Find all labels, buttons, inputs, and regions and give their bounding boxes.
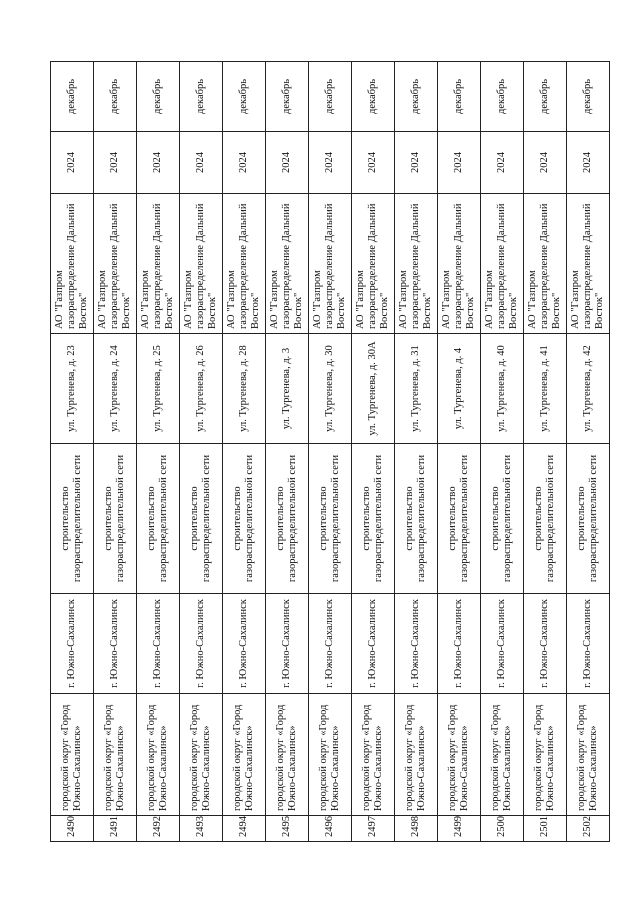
address-cell: ул. Тургенева, д. 41 bbox=[524, 334, 567, 444]
address-cell: ул. Тургенева, д. 30 bbox=[309, 334, 352, 444]
district-cell: городской округ «Город Южно-Сахалинск» bbox=[223, 694, 266, 816]
district-cell: городской округ «Город Южно-Сахалинск» bbox=[438, 694, 481, 816]
table-row bbox=[395, 62, 438, 842]
month-cell: декабрь bbox=[352, 62, 395, 132]
district-cell: городской округ «Город Южно-Сахалинск» bbox=[352, 694, 395, 816]
work-type-cell: строительство газораспределительной сети bbox=[266, 444, 309, 594]
city-cell: г. Южно-Сахалинск bbox=[567, 594, 610, 694]
city-cell: г. Южно-Сахалинск bbox=[137, 594, 180, 694]
table-row bbox=[567, 62, 610, 842]
work-type-cell: строительство газораспределительной сети bbox=[481, 444, 524, 594]
work-type-cell: строительство газораспределительной сети bbox=[395, 444, 438, 594]
city-cell: г. Южно-Сахалинск bbox=[180, 594, 223, 694]
year-cell: 2024 bbox=[223, 132, 266, 194]
year-cell: 2024 bbox=[51, 132, 94, 194]
city-cell: г. Южно-Сахалинск bbox=[309, 594, 352, 694]
year-cell: 2024 bbox=[94, 132, 137, 194]
work-type-cell: строительство газораспределительной сети bbox=[51, 444, 94, 594]
city-cell: г. Южно-Сахалинск bbox=[481, 594, 524, 694]
district-cell: городской округ «Город Южно-Сахалинск» bbox=[94, 694, 137, 816]
row-number: 2490 bbox=[51, 816, 94, 842]
table-row bbox=[524, 62, 567, 842]
year-cell: 2024 bbox=[266, 132, 309, 194]
month-cell: декабрь bbox=[395, 62, 438, 132]
month-cell: декабрь bbox=[438, 62, 481, 132]
rotated-document-page bbox=[50, 62, 610, 842]
table-row bbox=[481, 62, 524, 842]
row-number: 2502 bbox=[567, 816, 610, 842]
organization-cell: АО "Газпром газораспределение Дальний Восток" bbox=[137, 194, 180, 334]
work-type-cell: строительство газораспределительной сети bbox=[180, 444, 223, 594]
year-cell: 2024 bbox=[395, 132, 438, 194]
row-number: 2493 bbox=[180, 816, 223, 842]
address-cell: ул. Тургенева, д. 28 bbox=[223, 334, 266, 444]
table-row bbox=[309, 62, 352, 842]
address-cell: ул. Тургенева, д. 25 bbox=[137, 334, 180, 444]
organization-cell: АО "Газпром газораспределение Дальний Восток" bbox=[51, 194, 94, 334]
city-cell: г. Южно-Сахалинск bbox=[438, 594, 481, 694]
table-row bbox=[438, 62, 481, 842]
table-row bbox=[223, 62, 266, 842]
month-cell: декабрь bbox=[524, 62, 567, 132]
work-type-cell: строительство газораспределительной сети bbox=[223, 444, 266, 594]
work-type-cell: строительство газораспределительной сети bbox=[94, 444, 137, 594]
table-body bbox=[51, 62, 610, 842]
row-number: 2500 bbox=[481, 816, 524, 842]
district-cell: городской округ «Город Южно-Сахалинск» bbox=[51, 694, 94, 816]
month-cell: декабрь bbox=[94, 62, 137, 132]
year-cell: 2024 bbox=[438, 132, 481, 194]
address-cell: ул. Тургенева, д. 40 bbox=[481, 334, 524, 444]
organization-cell: АО "Газпром газораспределение Дальний Восток" bbox=[395, 194, 438, 334]
work-type-cell: строительство газораспределительной сети bbox=[524, 444, 567, 594]
address-cell: ул. Тургенева, д. 24 bbox=[94, 334, 137, 444]
year-cell: 2024 bbox=[180, 132, 223, 194]
district-cell: городской округ «Город Южно-Сахалинск» bbox=[395, 694, 438, 816]
organization-cell: АО "Газпром газораспределение Дальний Восток" bbox=[567, 194, 610, 334]
work-type-cell: строительство газораспределительной сети bbox=[438, 444, 481, 594]
city-cell: г. Южно-Сахалинск bbox=[266, 594, 309, 694]
address-cell: ул. Тургенева, д. 4 bbox=[438, 334, 481, 444]
row-number: 2499 bbox=[438, 816, 481, 842]
table-row bbox=[94, 62, 137, 842]
month-cell: декабрь bbox=[481, 62, 524, 132]
organization-cell: АО "Газпром газораспределение Дальний Восток" bbox=[180, 194, 223, 334]
row-number: 2494 bbox=[223, 816, 266, 842]
address-cell: ул. Тургенева, д. 30А bbox=[352, 334, 395, 444]
organization-cell: АО "Газпром газораспределение Дальний Восток" bbox=[438, 194, 481, 334]
district-cell: городской округ «Город Южно-Сахалинск» bbox=[137, 694, 180, 816]
organization-cell: АО "Газпром газораспределение Дальний Восток" bbox=[481, 194, 524, 334]
work-type-cell: строительство газораспределительной сети bbox=[352, 444, 395, 594]
district-cell: городской округ «Город Южно-Сахалинск» bbox=[309, 694, 352, 816]
address-cell: ул. Тургенева, д. 31 bbox=[395, 334, 438, 444]
organization-cell: АО "Газпром газораспределение Дальний Восток" bbox=[524, 194, 567, 334]
city-cell: г. Южно-Сахалинск bbox=[524, 594, 567, 694]
work-type-cell: строительство газораспределительной сети bbox=[137, 444, 180, 594]
table-row bbox=[137, 62, 180, 842]
address-cell: ул. Тургенева, д. 3 bbox=[266, 334, 309, 444]
table-row bbox=[352, 62, 395, 842]
organization-cell: АО "Газпром газораспределение Дальний Восток" bbox=[266, 194, 309, 334]
table-row bbox=[180, 62, 223, 842]
month-cell: декабрь bbox=[51, 62, 94, 132]
city-cell: г. Южно-Сахалинск bbox=[395, 594, 438, 694]
row-number: 2492 bbox=[137, 816, 180, 842]
work-type-cell: строительство газораспределительной сети bbox=[309, 444, 352, 594]
table-row bbox=[266, 62, 309, 842]
city-cell: г. Южно-Сахалинск bbox=[94, 594, 137, 694]
month-cell: декабрь bbox=[266, 62, 309, 132]
year-cell: 2024 bbox=[524, 132, 567, 194]
organization-cell: АО "Газпром газораспределение Дальний Восток" bbox=[309, 194, 352, 334]
city-cell: г. Южно-Сахалинск bbox=[51, 594, 94, 694]
row-number: 2497 bbox=[352, 816, 395, 842]
row-number: 2495 bbox=[266, 816, 309, 842]
district-cell: городской округ «Город Южно-Сахалинск» bbox=[180, 694, 223, 816]
month-cell: декабрь bbox=[137, 62, 180, 132]
organization-cell: АО "Газпром газораспределение Дальний Восток" bbox=[352, 194, 395, 334]
city-cell: г. Южно-Сахалинск bbox=[352, 594, 395, 694]
table-row bbox=[51, 62, 94, 842]
row-number: 2498 bbox=[395, 816, 438, 842]
gasification-schedule-table bbox=[50, 61, 610, 842]
row-number: 2501 bbox=[524, 816, 567, 842]
year-cell: 2024 bbox=[481, 132, 524, 194]
organization-cell: АО "Газпром газораспределение Дальний Восток" bbox=[94, 194, 137, 334]
address-cell: ул. Тургенева, д. 23 bbox=[51, 334, 94, 444]
month-cell: декабрь bbox=[567, 62, 610, 132]
city-cell: г. Южно-Сахалинск bbox=[223, 594, 266, 694]
row-number: 2496 bbox=[309, 816, 352, 842]
district-cell: городской округ «Город Южно-Сахалинск» bbox=[266, 694, 309, 816]
year-cell: 2024 bbox=[309, 132, 352, 194]
year-cell: 2024 bbox=[567, 132, 610, 194]
work-type-cell: строительство газораспределительной сети bbox=[567, 444, 610, 594]
year-cell: 2024 bbox=[352, 132, 395, 194]
district-cell: городской округ «Город Южно-Сахалинск» bbox=[481, 694, 524, 816]
row-number: 2491 bbox=[94, 816, 137, 842]
district-cell: городской округ «Город Южно-Сахалинск» bbox=[524, 694, 567, 816]
address-cell: ул. Тургенева, д. 26 bbox=[180, 334, 223, 444]
year-cell: 2024 bbox=[137, 132, 180, 194]
month-cell: декабрь bbox=[309, 62, 352, 132]
organization-cell: АО "Газпром газораспределение Дальний Восток" bbox=[223, 194, 266, 334]
address-cell: ул. Тургенева, д. 42 bbox=[567, 334, 610, 444]
district-cell: городской округ «Город Южно-Сахалинск» bbox=[567, 694, 610, 816]
month-cell: декабрь bbox=[180, 62, 223, 132]
month-cell: декабрь bbox=[223, 62, 266, 132]
